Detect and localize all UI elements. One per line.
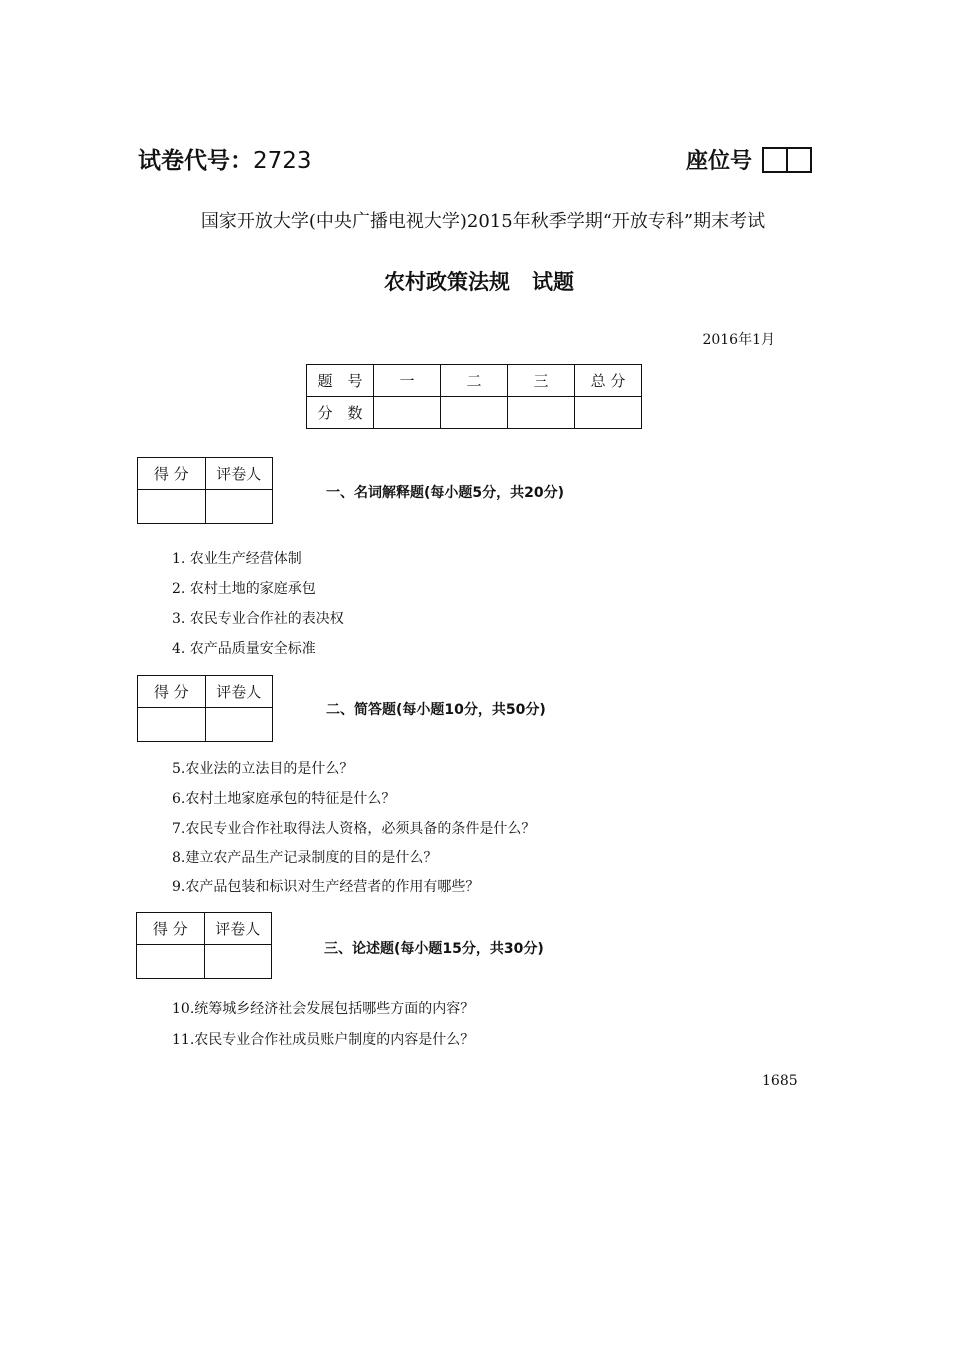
question-9: 9.农产品包装和标识对生产经营者的作用有哪些？ (172, 879, 480, 895)
question-11: 11.农民专业合作社成员账户制度的内容是什么？ (172, 1032, 475, 1048)
score-cell-2 (441, 397, 508, 429)
grader-score-label: 得 分 (138, 458, 206, 490)
question-1: 1. 农业生产经营体制 (172, 551, 302, 567)
grader-box-3 (136, 912, 272, 979)
page-number: 1685 (762, 1073, 798, 1089)
section-1-title: 一、名词解释题(每小题5分，共20分) (326, 485, 565, 501)
grader-name-label: 评卷人 (205, 458, 273, 490)
score-header-1: 一 (374, 365, 441, 397)
paper-code (138, 142, 312, 175)
question-7: 7.农民专业合作社取得法人资格，必须具备的条件是什么？ (172, 821, 536, 837)
section-3-title: 三、论述题(每小题15分，共30分) (324, 941, 544, 957)
grader-score-cell (138, 490, 206, 524)
section-2-title: 二、简答题(每小题10分，共50分) (326, 702, 546, 718)
paper-code-label: 试卷代号： (138, 148, 253, 174)
score-cell-1 (374, 397, 441, 429)
grader-box-2 (137, 675, 273, 742)
grader-score-label: 得 分 (138, 676, 206, 708)
page-title: 农村政策法规 试题 (384, 270, 574, 294)
paper-code-number: 2723 (253, 148, 312, 174)
score-header-3: 三 (508, 365, 575, 397)
question-10: 10.统筹城乡经济社会发展包括哪些方面的内容？ (172, 1001, 475, 1017)
grader-name-cell (205, 490, 273, 524)
grader-score-cell (138, 708, 206, 742)
score-cell-3 (508, 397, 575, 429)
question-6: 6.农村土地家庭承包的特征是什么？ (172, 791, 396, 807)
question-2: 2. 农村土地的家庭承包 (172, 581, 316, 597)
score-header-total: 总 分 (575, 365, 642, 397)
grader-name-label: 评卷人 (204, 913, 272, 945)
grader-score-label: 得 分 (137, 913, 205, 945)
grader-box-1 (137, 457, 273, 524)
seat-label: 座位号 (686, 149, 753, 174)
grader-score-cell (137, 945, 205, 979)
grader-name-cell (205, 708, 273, 742)
grader-name-cell (204, 945, 272, 979)
grader-name-label: 评卷人 (205, 676, 273, 708)
score-row-label: 分 数 (307, 397, 374, 429)
exam-header-line: 国家开放大学(中央广播电视大学)2015年秋季学期“开放专科”期末考试 (200, 211, 766, 232)
score-cell-total (575, 397, 642, 429)
exam-date: 2016年1月 (702, 332, 775, 348)
question-8: 8.建立农产品生产记录制度的目的是什么？ (172, 850, 438, 866)
score-header-2: 二 (441, 365, 508, 397)
question-4: 4. 农产品质量安全标准 (172, 641, 316, 657)
score-summary-table (306, 364, 642, 429)
score-header-label: 题 号 (307, 365, 374, 397)
question-5: 5.农业法的立法目的是什么？ (172, 761, 354, 777)
question-3: 3. 农民专业合作社的表决权 (172, 611, 344, 627)
seat-number-boxes (762, 147, 812, 173)
